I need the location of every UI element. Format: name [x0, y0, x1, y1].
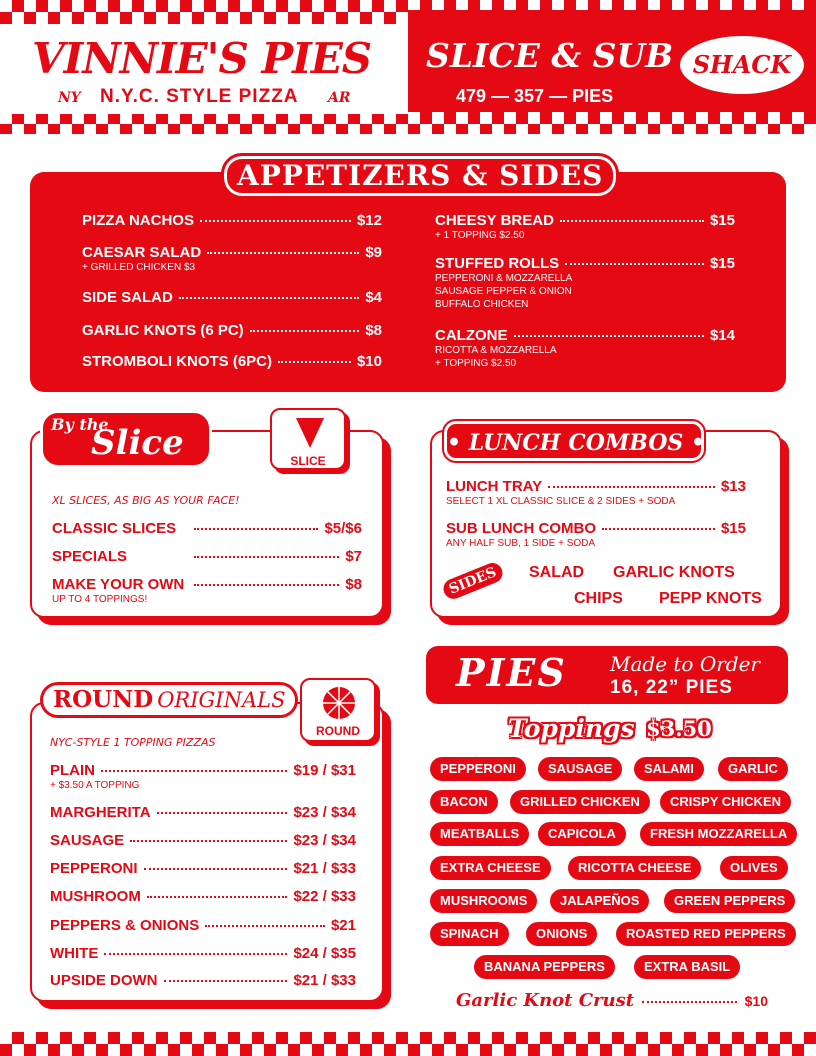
brand-subtitle: N.Y.C. STYLE PIZZA: [100, 86, 299, 107]
topping-pill: SAUSAGE: [538, 757, 622, 781]
round-title: ROUND: [53, 686, 154, 713]
menu-item: [446, 520, 746, 550]
item-name: PEPPERS & ONIONS: [50, 917, 200, 934]
menu-item: [50, 972, 356, 989]
item-name: WHITE: [50, 945, 99, 962]
item-name: MARGHERITA: [50, 804, 151, 821]
item-note: + $3.50 A TOPPING: [50, 780, 140, 791]
checkered-border-bottom: [0, 1032, 816, 1056]
topping-pill: GREEN PEPPERS: [664, 889, 795, 913]
item-price: $23 / $34: [293, 804, 356, 821]
item-price: $8: [345, 576, 362, 593]
item-price: $15: [709, 255, 735, 272]
item-name: STROMBOLI KNOTS (6PC): [82, 353, 272, 370]
appetizers-title-banner: [224, 156, 616, 196]
sides-label: SIDES: [440, 560, 505, 602]
crust-name: Garlic Knot Crust: [456, 990, 635, 1011]
topping-pill: PEPPERONI: [430, 757, 526, 781]
item-name: CLASSIC SLICES: [52, 520, 177, 537]
item-price: $4: [365, 289, 382, 306]
menu-item: [435, 255, 735, 311]
topping-pill: ONIONS: [526, 922, 597, 946]
shack-badge-text: SHACK: [692, 50, 792, 79]
topping-pill: FRESH MOZZARELLA: [640, 822, 797, 846]
round-title-italic: ORIGINALS: [157, 688, 286, 712]
item-price: $14: [709, 327, 735, 344]
item-price: $24 / $35: [293, 945, 356, 962]
menu-item: [446, 478, 746, 508]
item-note: BUFFALO CHICKEN: [435, 299, 529, 310]
slice-title-banner: [40, 410, 212, 468]
item-price: $5/$6: [324, 520, 362, 537]
brand-header: [0, 24, 408, 114]
made-to-order: Made to Order: [610, 652, 760, 676]
side-item: PEPP KNOTS: [659, 590, 762, 607]
topping-pill: OLIVES: [720, 856, 788, 880]
item-name: CAESAR SALAD: [82, 244, 202, 261]
phone-number: 479 — 357 — PIES: [456, 86, 614, 106]
menu-item: [82, 289, 382, 306]
item-name: STUFFED ROLLS: [435, 255, 560, 272]
side-item: SALAD: [529, 564, 585, 581]
menu-item: [50, 860, 356, 877]
item-note: + 1 TOPPING $2.50: [435, 230, 525, 241]
topping-pill: CAPICOLA: [538, 822, 626, 846]
slice-note: XL SLICES, AS BIG AS YOUR FACE!: [52, 494, 240, 507]
side-item: GARLIC KNOTS: [613, 564, 735, 581]
item-price: $9: [365, 244, 382, 261]
item-price: $21: [330, 917, 356, 934]
topping-pill: EXTRA CHEESE: [430, 856, 551, 880]
topping-pill: BANANA PEPPERS: [474, 955, 615, 979]
round-tag-label: ROUND: [316, 724, 360, 738]
item-name: CALZONE: [435, 327, 508, 344]
round-title-banner: [40, 682, 298, 718]
topping-pill: JALAPEÑOS: [550, 889, 649, 913]
item-price: $8: [365, 322, 382, 339]
menu-item: [50, 917, 356, 934]
lunch-title: • LUNCH COMBOS •: [447, 430, 706, 456]
shack-title: SLICE & SUB: [426, 36, 674, 75]
menu-item: [50, 762, 356, 792]
item-name: SUB LUNCH COMBO: [446, 520, 596, 537]
menu-item: [82, 212, 382, 229]
garlic-knot-crust: [456, 990, 768, 1011]
topping-pill: EXTRA BASIL: [634, 955, 740, 979]
round-panel: [30, 702, 384, 1002]
item-note: UP TO 4 TOPPINGS!: [52, 594, 148, 605]
slice-tag: [270, 408, 346, 470]
item-note: RICOTTA & MOZZARELLA: [435, 345, 557, 356]
menu-item: [50, 832, 356, 849]
menu-item: [52, 548, 362, 565]
item-price: $10: [356, 353, 382, 370]
shack-header: [408, 10, 816, 112]
slice-tag-label: SLICE: [290, 454, 326, 468]
item-price: $21 / $33: [293, 860, 356, 877]
item-price: $7: [345, 548, 362, 565]
item-note: + TOPPING $2.50: [435, 358, 517, 369]
pizza-icon: [322, 686, 356, 720]
item-name: PIZZA NACHOS: [82, 212, 194, 229]
topping-pill: ROASTED RED PEPPERS: [616, 922, 796, 946]
menu-item: [82, 322, 382, 339]
item-note: ANY HALF SUB, 1 SIDE + SODA: [446, 538, 596, 549]
appetizers-title: APPETIZERS & SIDES: [237, 159, 604, 192]
menu-item: [52, 576, 362, 606]
toppings-price: $3.50: [646, 716, 712, 741]
item-name: CHEESY BREAD: [435, 212, 554, 229]
item-name: MAKE YOUR OWN: [52, 576, 185, 593]
slice-title-by: By the: [51, 415, 109, 434]
round-tag: [300, 678, 376, 742]
item-name: SPECIALS: [52, 548, 128, 565]
menu-item: [435, 327, 735, 370]
topping-pill: BACON: [430, 790, 498, 814]
menu-item: [50, 945, 356, 962]
item-name: MUSHROOM: [50, 888, 141, 905]
item-price: $13: [720, 478, 746, 495]
round-note: NYC-STYLE 1 TOPPING PIZZAS: [50, 736, 216, 749]
item-note: PEPPERONI & MOZZARELLA: [435, 273, 573, 284]
pie-sizes: 16, 22” PIES: [610, 677, 733, 698]
topping-pill: MUSHROOMS: [430, 889, 537, 913]
topping-pill: GARLIC: [718, 757, 788, 781]
menu-item: [82, 353, 382, 370]
item-name: PLAIN: [50, 762, 95, 779]
checkered-border-header: [0, 112, 816, 134]
toppings-title: Toppings: [508, 714, 635, 743]
item-note: SAUSAGE PEPPER & ONION: [435, 286, 572, 297]
item-price: $12: [356, 212, 382, 229]
lunch-title-banner: [444, 421, 704, 461]
item-price: $19 / $31: [293, 762, 356, 779]
state-right: AR: [328, 90, 351, 106]
item-name: UPSIDE DOWN: [50, 972, 158, 989]
menu-item: [50, 804, 356, 821]
brand-title: VINNIE'S PIES: [32, 34, 372, 83]
item-note: SELECT 1 XL CLASSIC SLICE & 2 SIDES + SODA: [446, 496, 676, 507]
item-name: SIDE SALAD: [82, 289, 173, 306]
item-price: $15: [709, 212, 735, 229]
item-price: $21 / $33: [293, 972, 356, 989]
appetizers-panel: [30, 172, 786, 392]
shack-badge: [680, 36, 804, 94]
item-price: $22 / $33: [293, 888, 356, 905]
state-left: NY: [58, 90, 81, 106]
pies-banner: [426, 646, 788, 704]
menu-item: [50, 888, 356, 905]
side-item: CHIPS: [574, 590, 623, 607]
topping-pill: SALAMI: [634, 757, 704, 781]
item-name: PEPPERONI: [50, 860, 138, 877]
pies-title: PIES: [456, 650, 567, 695]
item-price: $23 / $34: [293, 832, 356, 849]
topping-pill: GRILLED CHICKEN: [510, 790, 650, 814]
topping-pill: SPINACH: [430, 922, 509, 946]
topping-pill: CRISPY CHICKEN: [660, 790, 791, 814]
topping-pill: RICOTTA CHEESE: [568, 856, 701, 880]
topping-pill: MEATBALLS: [430, 822, 529, 846]
item-name: LUNCH TRAY: [446, 478, 543, 495]
item-name: SAUSAGE: [50, 832, 125, 849]
slice-icon: [296, 418, 324, 448]
menu-item: [52, 520, 362, 537]
item-name: GARLIC KNOTS (6 PC): [82, 322, 244, 339]
menu-item: [82, 244, 382, 274]
crust-price: $10: [744, 993, 768, 1009]
slice-title-word: Slice: [91, 423, 184, 463]
item-price: $15: [720, 520, 746, 537]
menu-item: [435, 212, 735, 242]
item-note: + GRILLED CHICKEN $3: [82, 262, 196, 273]
